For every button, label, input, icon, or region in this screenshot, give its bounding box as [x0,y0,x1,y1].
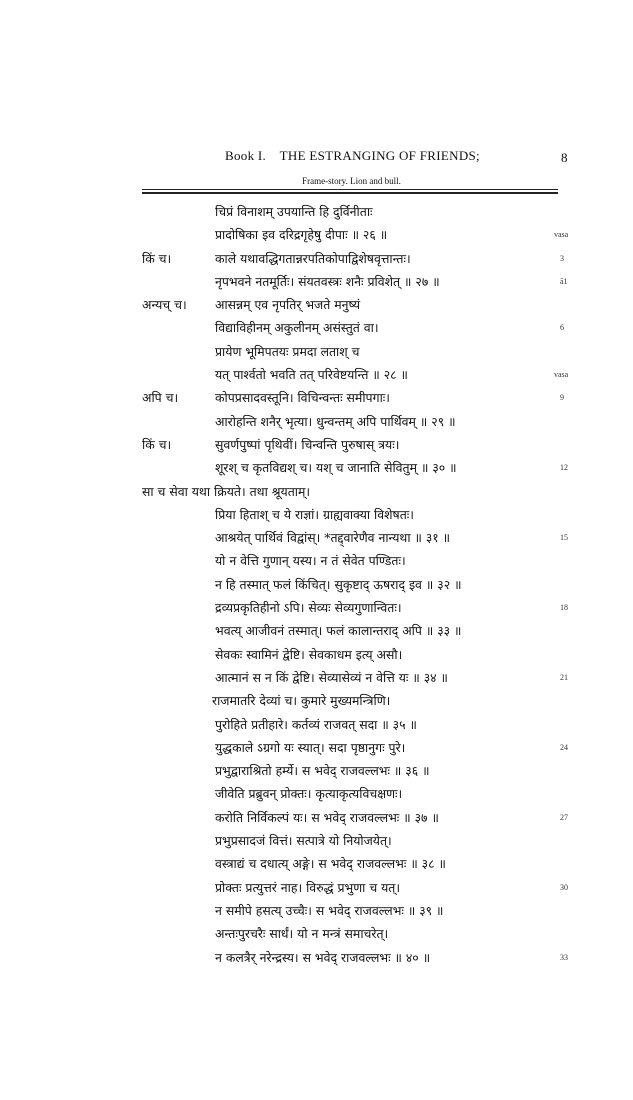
verse-line [0,223,633,246]
margin-number: 33 [560,952,568,962]
line-text: न समीपे हसत्य् उच्चैः। स भवेद् राजवल्लभः ॥ ३९ ॥ [215,902,444,918]
margin-number: 18 [560,603,568,613]
margin-number: 21 [560,672,568,682]
verse-line [0,270,633,293]
verse-line [0,899,633,922]
verse-line [0,736,633,759]
line-text: यो न वेत्ति गुणान् यस्य। न तं सेवेत पण्डितः। [215,553,406,569]
verse-line [0,247,633,270]
verse-line [0,713,633,736]
verse-line [0,759,633,782]
verse-line [0,503,633,526]
line-text: राजमातरि देव्यां च। कुमारे मुख्यमन्त्रिणि। [212,693,391,709]
verse-line [0,200,633,223]
line-text: चिप्रं विनाशम् उपयान्ति हि दुर्विनीताः [215,204,373,219]
line-text: युद्धकाले ऽग्रगो यः स्यात्। सदा पृष्ठानुगः पुरे। [215,739,406,755]
verse-line [0,852,633,875]
verse-line [0,619,633,642]
margin-number: 15 [560,533,568,543]
line-text: प्रोक्तः प्रत्युत्तरं नाह। विरुद्धं प्रभुणा च यत्। [215,879,401,895]
verse-line [0,456,633,479]
line-text: प्रभुद्वाराश्रितो हर्म्ये। स भवेद् राजवल्लभः ॥ ३६ ॥ [215,763,430,779]
verse-line [0,526,633,549]
verse-line [0,689,633,712]
verse-line [0,363,633,386]
line-text: अन्तःपुरचरैः सार्धं। यो न मन्त्रं समाचरेत्। [215,926,389,942]
margin-number: 12 [560,463,568,473]
margin-number: 27 [560,812,568,822]
line-text: प्रादोषिका इव दरिद्रगृहेषु दीपाः ॥ २६ ॥ [215,227,388,243]
line-text: आसन्नम् एव नृपतिर् भजते मनुष्यं [215,297,361,313]
line-label: किं च। [142,436,172,452]
line-text: सेवकः स्वामिनं द्वेष्टि। सेवकाधम इत्य् असौ। [215,646,403,662]
section-subtitle: Frame-story. Lion and bull. [302,176,401,186]
verse-line [0,433,633,456]
line-text: यत् पार्श्वतो भवति तत् परिवेष्टयन्ति ॥ २८ ॥ [215,367,408,383]
verse-line [0,549,633,572]
verse-line [0,829,633,852]
verse-line [0,946,633,969]
margin-number: 24 [560,742,568,752]
header-rule-thick [142,192,558,194]
line-text: आत्मानं स न किं द्वेष्टि। सेव्यासेव्यं न वेत्ति यः ॥ ३४ ॥ [215,669,448,685]
verse-line [0,806,633,829]
line-text: कोपप्रसादवस्तूनि। विचिन्वन्तः समीपगाः। [215,390,390,406]
verse-line [0,596,633,619]
line-text: जीवेति प्रब्रुवन् प्रोक्तः। कृत्याकृत्यविचक्षणः। [215,786,403,802]
verse-line [0,340,633,363]
margin-number: 3 [560,253,564,263]
line-text: भवत्य् आजीवनं तस्मात्। फलं कालान्तराद् अपि ॥ ३३ ॥ [215,623,462,639]
verse-line [0,573,633,596]
line-label: अपि च। [142,390,179,406]
verse-line [0,666,633,689]
line-text: काले यथावद्धिगतान्नरपतिकोपाद्विशेषवृत्तान्तः। [215,250,411,266]
line-text: करोति निर्विकल्पं यः। स भवेद् राजवल्लभः ॥ ३७ ॥ [215,809,439,825]
line-text: प्रायेण भूमिपतयः प्रमदा लताश् च [215,343,360,359]
verse-line [0,922,633,945]
line-text: द्रव्यप्रकृतिहीनो ऽपि। सेव्यः सेव्यगुणान्वितः। [215,600,402,616]
line-label: अन्यच् च। [142,297,187,313]
line-text: वस्त्राद्यं च दधात्य् अङ्गे। स भवेद् राजवल्लभः ॥ ३८ ॥ [215,856,446,872]
margin-number: vasa [554,370,569,380]
verse-line [0,410,633,433]
page-number: 8 [561,150,568,165]
verse-line [0,316,633,339]
verse-line [0,876,633,899]
verse-text [0,200,633,969]
line-text: नृपभवने नतमूर्तिः। संयतवस्त्रः शनैः प्रविशेत् ॥ २७ ॥ [215,273,440,289]
line-text: शूरश् च कृतविद्यश् च। यश् च जानाति सेवितुम् ॥ ३० ॥ [215,460,457,476]
line-text: प्रभुप्रसादजं वित्तं। सत्पात्रे यो नियोजयेत्। [215,833,392,849]
verse-line [0,782,633,805]
line-text: आश्रयेत् पार्थिवं विद्वांस्। *तद्द्वारेणैव नान्यथा ॥ ३१ ॥ [215,530,451,546]
line-text: आरोहन्ति शनैर् भृत्या। धुन्वन्तम् अपि पार्थिवम् ॥ २९ ॥ [215,413,456,429]
line-label: सा च सेवा यथा क्रियते। तथा श्रूयताम्। [142,483,311,499]
margin-number: 6 [560,323,564,333]
running-header [225,148,568,165]
margin-number: 30 [560,882,568,892]
header-rule-thin [142,189,558,190]
line-text: न कलत्रैर् नरेन्द्रस्य। स भवेद् राजवल्लभः ॥ ४० ॥ [215,949,431,965]
verse-line [0,386,633,409]
running-title: THE ESTRANGING OF FRIENDS; [279,148,480,163]
margin-number: 9 [560,393,564,403]
line-text: विद्याविहीनम् अकुलीनम् असंस्तुतं वा। [215,320,379,336]
margin-number: ā1 [560,276,568,286]
book-number: Book I. [225,148,267,163]
line-text: प्रिया हिताश् च ये राज्ञां। ग्राह्यवाक्या विशेषतः। [215,506,414,522]
line-text: न हि तस्मात् फलं किंचित्। सुकृष्टाद् ऊषराद् इव ॥ ३२ ॥ [215,576,462,592]
verse-line [0,643,633,666]
line-label: किं च। [142,250,172,266]
line-text: पुरोहिते प्रतीहारे। कर्तव्यं राजवत् सदा ॥ ३५ ॥ [215,716,417,732]
verse-line [0,293,633,316]
verse-line [0,480,633,503]
margin-number: vasa [554,230,569,240]
line-text: सुवर्णपुष्पां पृथिवीं। चिन्वन्ति पुरुषास् त्रयः। [215,436,400,452]
